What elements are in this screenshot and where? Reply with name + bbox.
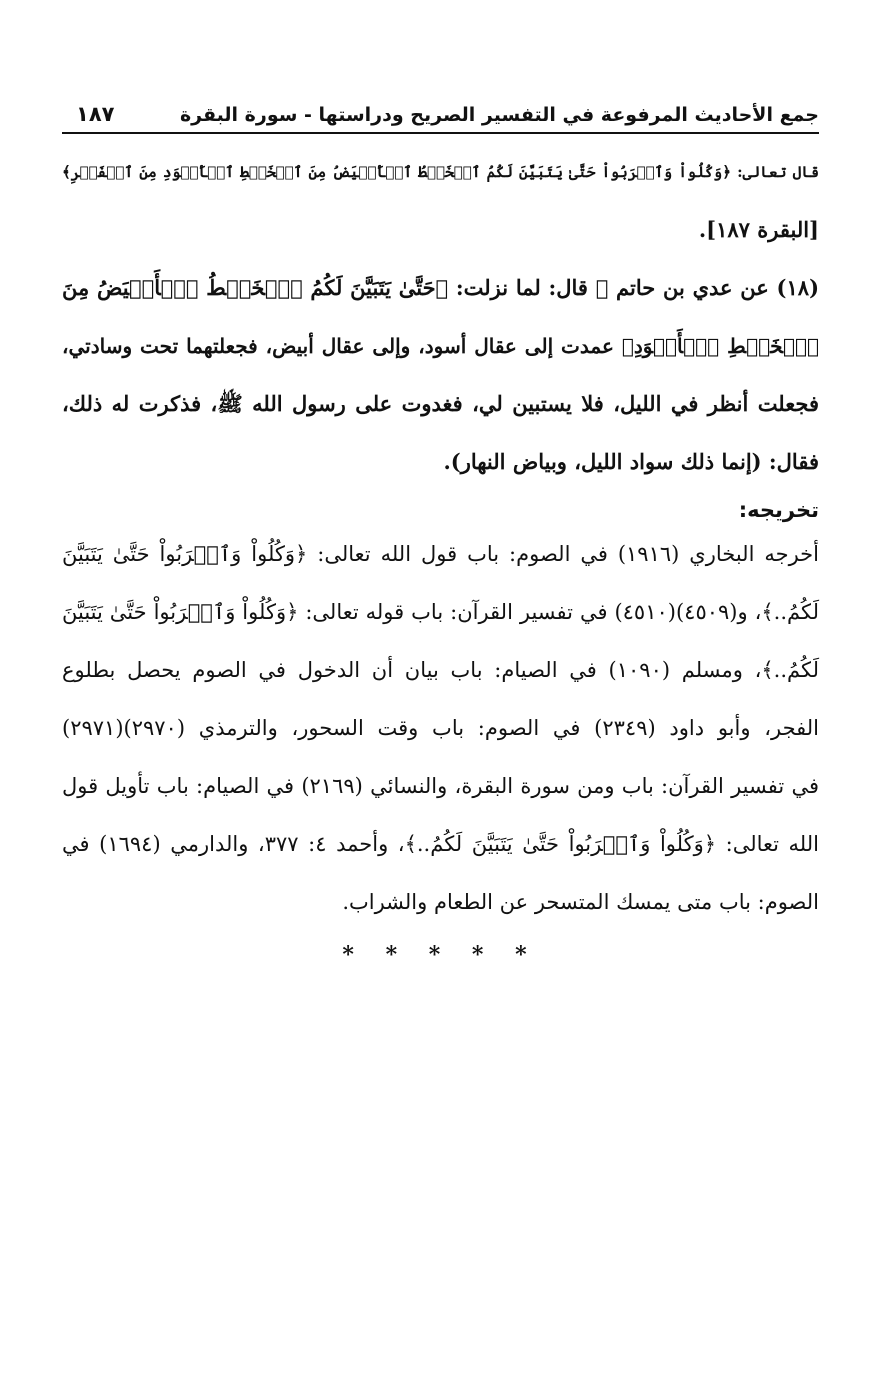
hadith-line-2: ٱلۡخَيۡطِ ٱلۡأَسۡوَدِ﴾ عمدت إلى عقال أسود، وإلى عقال أبيض، فجعلتهما تحت وسادتي، — [62, 334, 819, 358]
takhrij-line-6: الله تعالى: ﴿وَكُلُواْ وَٱشۡرَبُواْ حَتَّىٰ يَتَبَيَّنَ لَكُمُ..﴾، وأحمد ٤: ٣٧٧، والدارمي (١٦٩٤) في — [62, 832, 819, 856]
takhrij-line-3: لَكُمُ..﴾، ومسلم (١٠٩٠) في الصيام: باب بيان أن الدخول في الصوم يحصل بطلوع — [62, 658, 819, 682]
hadith-line-4: فقال: (إنما ذلك سواد الليل، وبياض النهار). — [443, 449, 819, 474]
running-header — [62, 92, 819, 134]
running-header-title: جمع الأحاديث المرفوعة في التفسير الصريح ودراستها - سورة البقرة — [179, 104, 819, 126]
takhrij-line-2: لَكُمُ..﴾، و(٤٥٠٩)(٤٥١٠) في تفسير القرآن: باب قوله تعالى: ﴿وَكُلُواْ وَٱشۡرَبُواْ حَتَّىٰ يَتَبَيَّنَ — [62, 600, 819, 624]
section-separator: * * * * * — [342, 942, 539, 968]
book-page — [62, 92, 820, 968]
takhrij-line-1: أخرجه البخاري (١٩١٦) في الصوم: باب قول الله تعالى: ﴿وَكُلُواْ وَٱشۡرَبُواْ حَتَّىٰ يَتَبَيَّنَ — [62, 542, 819, 566]
hadith-line-1: (١٨) عن عدي بن حاتم ﷺ قال: لما نزلت: ﴿حَتَّىٰ يَتَبَيَّنَ لَكُمُ ٱلۡخَيۡطُ ٱلۡأَبۡيَضُ مِنَ — [62, 275, 819, 300]
takhrij-heading: تخريجه: — [738, 498, 819, 522]
takhrij-line-4: الفجر، وأبو داود (٢٣٤٩) في الصوم: باب وقت السحور، والترمذي (٢٩٧٠)(٢٩٧١) — [62, 716, 820, 740]
takhrij-line-5: في تفسير القرآن: باب ومن سورة البقرة، والنسائي (٢١٦٩) في الصيام: باب تأويل قول — [62, 774, 819, 798]
hadith-line-3: فجعلت أنظر في الليل، فلا يستبين لي، فغدوت على رسول الله ﷺ، فذكرت له ذلك، — [62, 391, 819, 416]
takhrij-line-7: الصوم: باب متى يمسك المتسحر عن الطعام والشراب. — [342, 890, 819, 914]
verse-line-2: [البقرة ١٨٧]. — [698, 217, 819, 242]
verse-line-1: قال تعالى: ﴿وَكُلُواْ وَٱشۡرَبُواْ حَتَّىٰ يَتَبَيَّنَ لَكُمُ ٱلۡخَيۡطُ ٱلۡأَبۡيَضُ مِنَ ٱلۡخَيۡطِ ٱلۡأَسۡوَدِ مِنَ ٱلۡفَجۡرِ﴾ — [62, 163, 819, 181]
page-number: ١٨٧ — [76, 102, 115, 126]
